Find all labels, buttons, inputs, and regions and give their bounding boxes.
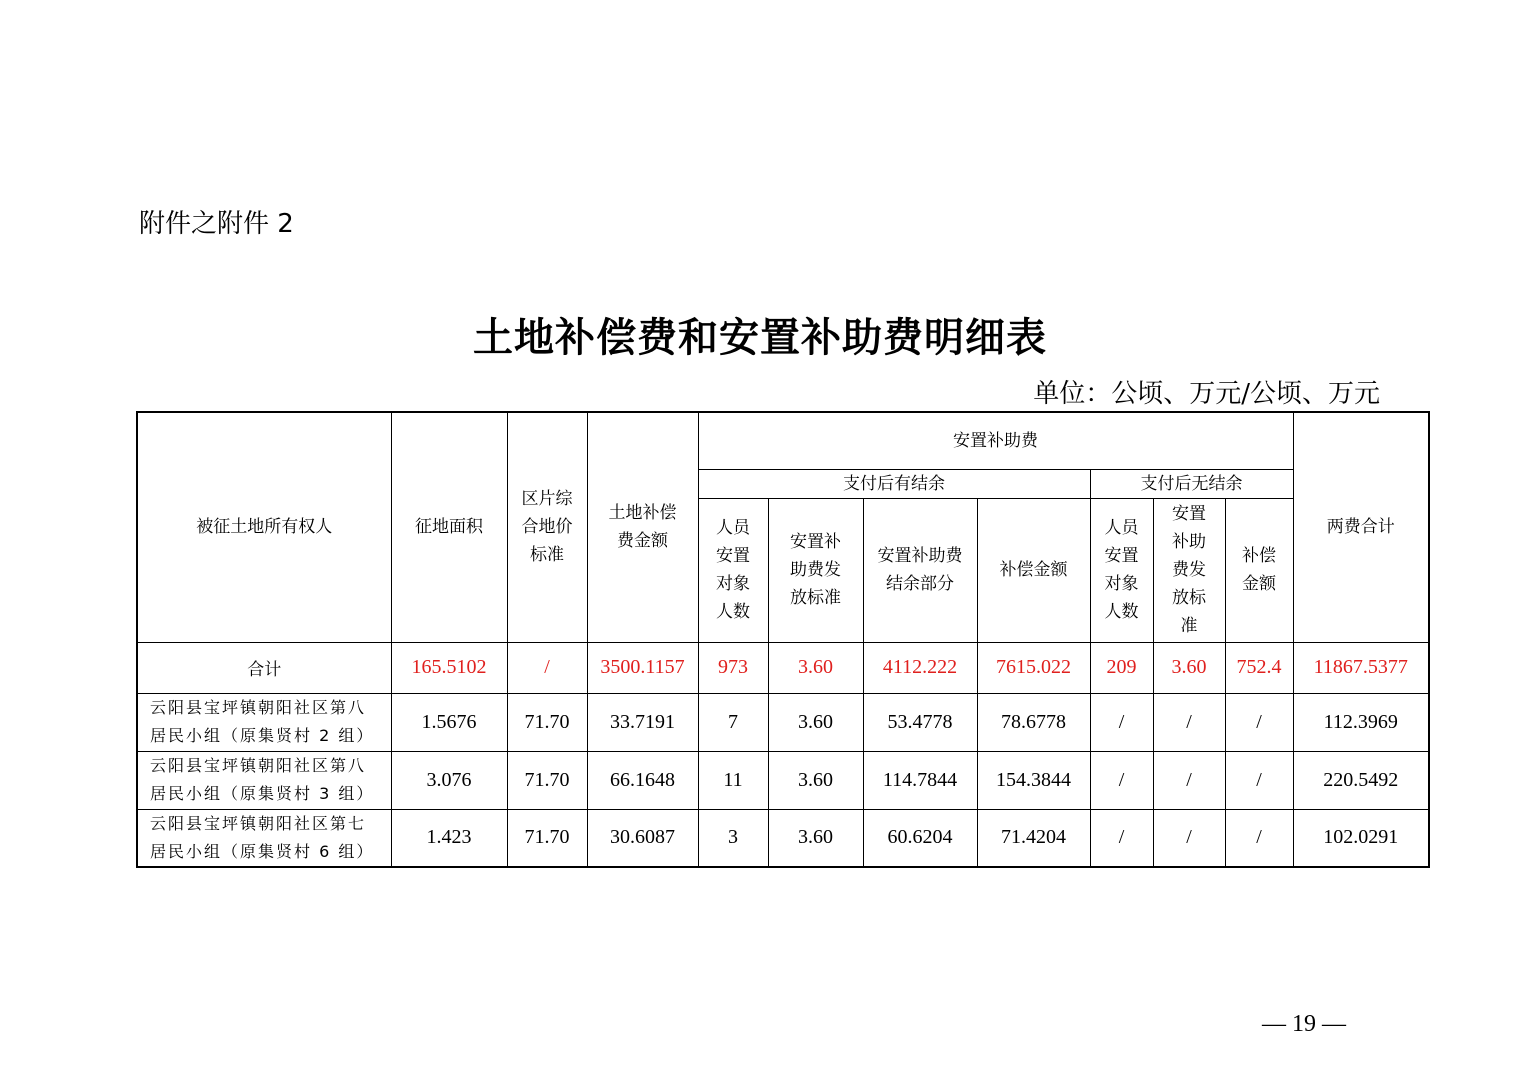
area-cell: 3.076 [391, 751, 507, 809]
persons-nb-cell: / [1090, 809, 1153, 867]
comp-amount-cell: 71.4204 [977, 809, 1090, 867]
unit-note: 单位：公顷、万元/公顷、万元 [1033, 379, 1380, 409]
area-cell: 1.5676 [391, 693, 507, 751]
area-cell: 1.423 [391, 809, 507, 867]
header-with-balance: 支付后有结余 [698, 469, 1090, 498]
persons-cell: 3 [698, 809, 768, 867]
header-area: 征地面积 [391, 412, 507, 642]
balance-part-cell: 114.7844 [863, 751, 977, 809]
land-comp-cell: 66.1648 [587, 751, 698, 809]
total-persons-nb: 209 [1090, 642, 1153, 693]
comp-amount-nb-cell: / [1225, 751, 1293, 809]
subsidy-std-cell: 3.60 [768, 693, 863, 751]
header-total: 两费合计 [1293, 412, 1429, 642]
total-area: 165.5102 [391, 642, 507, 693]
comp-amount-nb-cell: / [1225, 809, 1293, 867]
subsidy-std-cell: 3.60 [768, 809, 863, 867]
header-owner: 被征土地所有权人 [137, 412, 391, 642]
land-comp-cell: 33.7191 [587, 693, 698, 751]
total-land-comp: 3500.1157 [587, 642, 698, 693]
total-cell: 102.0291 [1293, 809, 1429, 867]
header-persons-nb: 人员安置对象人数 [1090, 498, 1153, 642]
persons-nb-cell: / [1090, 751, 1153, 809]
owner-cell [137, 809, 391, 867]
header-no-balance: 支付后无结余 [1090, 469, 1293, 498]
header-subsidy-std: 安置补助费发放标准 [768, 498, 863, 642]
table-row [137, 809, 1429, 867]
price-std-cell: 71.70 [507, 751, 587, 809]
subsidy-std-cell: 3.60 [768, 751, 863, 809]
price-std-cell: 71.70 [507, 693, 587, 751]
persons-nb-cell: / [1090, 693, 1153, 751]
total-comp-amount-nb: 752.4 [1225, 642, 1293, 693]
total-persons: 973 [698, 642, 768, 693]
owner-cell [137, 751, 391, 809]
balance-part-cell: 53.4778 [863, 693, 977, 751]
owner-line: 云阳县宝坪镇朝阳社区第七 [150, 813, 367, 833]
total-cell: 220.5492 [1293, 751, 1429, 809]
total-subsidy-std: 3.60 [768, 642, 863, 693]
page-number: — 19 — [1262, 1011, 1346, 1037]
subsidy-std-nb-cell: / [1153, 751, 1225, 809]
total-row [137, 642, 1429, 693]
total-cell: 112.3969 [1293, 693, 1429, 751]
owner-line: 云阳县宝坪镇朝阳社区第八 [150, 698, 367, 717]
land-comp-cell: 30.6087 [587, 809, 698, 867]
balance-part-cell: 60.6204 [863, 809, 977, 867]
total-price-std: / [507, 642, 587, 693]
subsidy-std-nb-cell: / [1153, 693, 1225, 751]
owner-line: 居民小组（原集贤村 2 组） [150, 726, 375, 745]
header-comp-amount-nb: 补偿金额 [1225, 498, 1293, 642]
table-row [137, 693, 1429, 751]
total-sum: 11867.5377 [1293, 642, 1429, 693]
header-subsidy-std-nb: 安置补助费发放标准 [1153, 498, 1225, 642]
header-comp-amount: 补偿金额 [977, 498, 1090, 642]
compensation-table [136, 411, 1430, 868]
comp-amount-cell: 154.3844 [977, 751, 1090, 809]
persons-cell: 7 [698, 693, 768, 751]
header-balance-part: 安置补助费结余部分 [863, 498, 977, 642]
total-comp-amount: 7615.022 [977, 642, 1090, 693]
comp-amount-cell: 78.6778 [977, 693, 1090, 751]
header-resettle-group: 安置补助费 [698, 412, 1293, 469]
subsidy-std-nb-cell: / [1153, 809, 1225, 867]
owner-line: 居民小组（原集贤村 6 组） [150, 841, 375, 861]
total-label: 合计 [137, 642, 391, 693]
header-persons: 人员安置对象人数 [698, 498, 768, 642]
total-balance-part: 4112.222 [863, 642, 977, 693]
price-std-cell: 71.70 [507, 809, 587, 867]
owner-line: 云阳县宝坪镇朝阳社区第八 [150, 756, 367, 775]
owner-line: 居民小组（原集贤村 3 组） [150, 784, 375, 803]
page-title: 土地补偿费和安置补助费明细表 [473, 314, 1047, 361]
annex-label: 附件之附件 2 [139, 209, 294, 239]
owner-cell [137, 693, 391, 751]
header-price-std: 区片综合地价标准 [507, 412, 587, 642]
persons-cell: 11 [698, 751, 768, 809]
header-land-comp: 土地补偿费金额 [587, 412, 698, 642]
table-row [137, 751, 1429, 809]
total-subsidy-std-nb: 3.60 [1153, 642, 1225, 693]
comp-amount-nb-cell: / [1225, 693, 1293, 751]
